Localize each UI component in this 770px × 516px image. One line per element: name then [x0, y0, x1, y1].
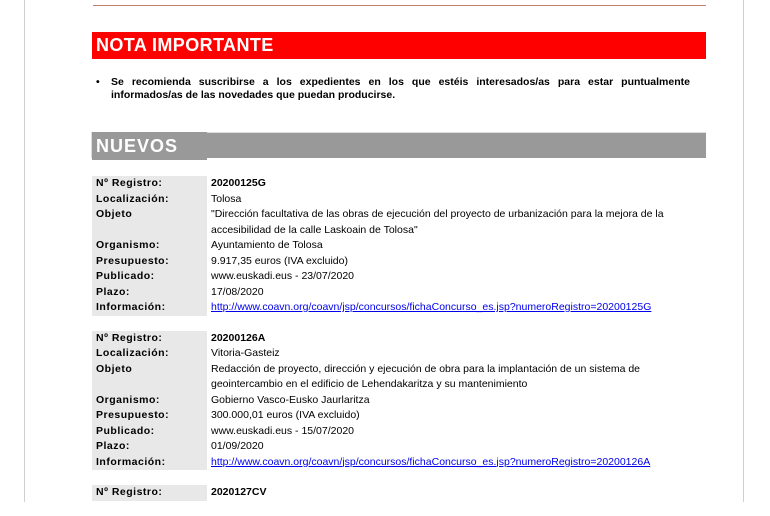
registro-value: 2020127CV — [211, 486, 267, 498]
plazo-label: Plazo: — [92, 439, 207, 455]
plazo-value: 17/08/2020 — [211, 285, 264, 298]
presupuesto-label: Presupuesto: — [92, 408, 207, 424]
nuevos-heading: NUEVOS — [92, 132, 207, 160]
organismo-label: Organismo: — [92, 238, 207, 254]
registro-label: Nº Registro: — [92, 176, 207, 192]
localizacion-value: Tolosa — [211, 192, 242, 205]
objeto-label: Objeto — [92, 207, 207, 238]
nota-importante-heading: NOTA IMPORTANTE — [92, 32, 706, 59]
publicado-value: www.euskadi.eus - 23/07/2020 — [211, 270, 355, 282]
presupuesto-value: 9.917,35 euros (IVA excluido) — [211, 254, 348, 267]
nota-importante-note — [96, 76, 690, 102]
records-list — [92, 176, 706, 516]
informacion-link[interactable]: http://www.coavn.org/coavn/jsp/concursos/fichaConcurso_es.jsp?numeroRegistro=20200125G — [211, 301, 652, 313]
publicado-label: Publicado: — [92, 424, 207, 440]
bullet-icon: • — [96, 76, 100, 88]
record-item — [92, 176, 706, 316]
organismo-value: Gobierno Vasco-Eusko Jaurlaritza — [211, 393, 370, 406]
registro-value: 20200125G — [211, 177, 266, 189]
objeto-label: Objeto — [92, 362, 207, 393]
registro-label: Nº Registro: — [92, 485, 207, 501]
note-text: Se recomienda suscribirse a los expedientes en los que estéis interesados/as para estar puntualmente informados/as de las novedades que puedan producirse. — [111, 76, 690, 101]
organismo-label: Organismo: — [92, 393, 207, 409]
top-divider — [93, 5, 706, 6]
organismo-value: Ayuntamiento de Tolosa — [211, 239, 323, 251]
localizacion-value: Vitoria-Gasteiz — [211, 347, 280, 359]
presupuesto-label: Presupuesto: — [92, 254, 207, 270]
registro-value: 20200126A — [211, 331, 266, 344]
localizacion-label: Localización: — [92, 192, 207, 208]
objeto-value: "Dirección facultativa de las obras de ejecución del proyecto de urbanización para la mejora de la accesibilidad de la calle Laskoain de Tolosa" — [211, 208, 664, 236]
publicado-label: Publicado: — [92, 269, 207, 285]
objeto-value: Redacción de proyecto, dirección y ejecución de obra para la implantación de un sistema de geointercambio en el edificio de Lehendakaritza y su mantenimiento — [211, 362, 641, 390]
localizacion-label: Localización: — [92, 346, 207, 362]
informacion-label: Información: — [92, 300, 207, 316]
plazo-label: Plazo: — [92, 285, 207, 301]
informacion-link[interactable]: http://www.coavn.org/coavn/jsp/concursos/fichaConcurso_es.jsp?numeroRegistro=20200126A — [211, 455, 651, 468]
plazo-value: 01/09/2020 — [211, 440, 264, 452]
publicado-value: www.euskadi.eus - 15/07/2020 — [211, 424, 355, 437]
presupuesto-value: 300.000,01 euros (IVA excluido) — [211, 409, 360, 421]
informacion-label: Información: — [92, 455, 207, 471]
record-item — [92, 485, 706, 501]
registro-label: Nº Registro: — [92, 331, 207, 347]
record-item — [92, 331, 706, 471]
